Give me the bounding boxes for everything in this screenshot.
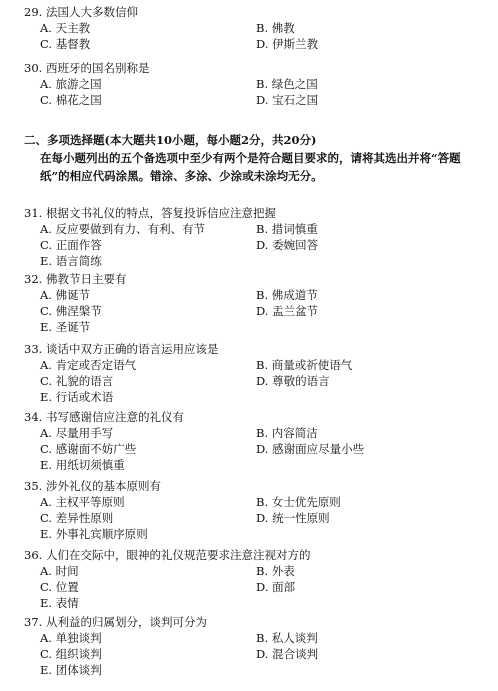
question-stem: 35. 涉外礼仪的基本原则有	[24, 479, 161, 493]
option-c: C. 感谢面不妨广些	[40, 442, 137, 456]
option-b: B. 内容简洁	[256, 426, 318, 440]
option-b: B. 佛成道节	[256, 288, 318, 302]
question-stem: 32. 佛教节日主要有	[24, 272, 127, 286]
option-b: B. 佛教	[256, 21, 295, 35]
option-d: D. 尊敬的语言	[256, 374, 330, 388]
option-c: C. 礼貌的语言	[40, 374, 114, 388]
option-c: C. 差异性原则	[40, 511, 114, 525]
option-c: C. 佛涅槃节	[40, 304, 102, 318]
option-d: D. 宝石之国	[256, 93, 319, 107]
option-e: E. 圣诞节	[40, 320, 91, 334]
option-a: A. 旅游之国	[40, 77, 102, 91]
option-a: A. 时间	[40, 564, 79, 578]
option-e: E. 外事礼宾顺序原则	[40, 527, 148, 541]
option-d: D. 盂兰盆节	[256, 304, 319, 318]
option-a: A. 尽量用手写	[40, 426, 114, 440]
question-stem: 36. 人们在交际中，眼神的礼仪规范要求注意注视对方的	[24, 548, 311, 562]
option-a: A. 单独谈判	[40, 631, 102, 645]
question-stem: 30. 西班牙的国名别称是	[24, 61, 150, 75]
option-a: A. 天主教	[40, 21, 91, 35]
option-a: A. 反应要做到有力、有利、有节	[40, 222, 206, 236]
option-e: E. 团体谈判	[40, 663, 102, 677]
option-d: D. 统一性原则	[256, 511, 330, 525]
option-e: E. 表情	[40, 596, 79, 610]
option-b: B. 私人谈判	[256, 631, 318, 645]
option-c: C. 正面作答	[40, 238, 102, 252]
option-d: D. 混合谈判	[256, 647, 319, 661]
option-c: C. 棉花之国	[40, 93, 102, 107]
option-b: B. 女士优先原则	[256, 495, 341, 509]
option-e: E. 用纸切须慎重	[40, 458, 125, 472]
option-d: D. 感谢面应尽量小些	[256, 442, 365, 456]
option-b: B. 措词慎重	[256, 222, 318, 236]
option-c: C. 组织谈判	[40, 647, 102, 661]
question-stem: 29. 法国人大多数信仰	[24, 5, 138, 19]
section-heading: 二、多项选择题(本大题共10小题，每小题2分，共20分)	[24, 133, 317, 147]
option-d: D. 委婉回答	[256, 238, 319, 252]
option-e: E. 语言简练	[40, 254, 102, 268]
option-d: D. 伊斯兰教	[256, 37, 319, 51]
section-instruction-line1: 在每小题列出的五个备选项中至少有两个是符合题目要求的，请将其选出并将“答题	[40, 151, 461, 165]
option-e: E. 行话或术语	[40, 390, 114, 404]
question-stem: 31. 根据文书礼仪的特点，答复投诉信应注意把握	[24, 206, 276, 220]
option-a: A. 主权平等原则	[40, 495, 125, 509]
option-a: A. 佛诞节	[40, 288, 91, 302]
option-d: D. 面部	[256, 580, 296, 594]
option-b: B. 商量或祈使语气	[256, 358, 353, 372]
option-a: A. 肯定或否定语气	[40, 358, 137, 372]
question-stem: 33. 谈话中双方正确的语言运用应该是	[24, 342, 219, 356]
question-stem: 34. 书写感谢信应注意的礼仪有	[24, 410, 184, 424]
option-c: C. 位置	[40, 580, 79, 594]
question-stem: 37. 从利益的归属划分，谈判可分为	[24, 615, 207, 629]
option-b: B. 外表	[256, 564, 295, 578]
option-c: C. 基督教	[40, 37, 91, 51]
option-b: B. 绿色之国	[256, 77, 318, 91]
section-instruction-line2: 纸”的相应代码涂黑。错涂、多涂、少涂或未涂均无分。	[40, 169, 323, 183]
